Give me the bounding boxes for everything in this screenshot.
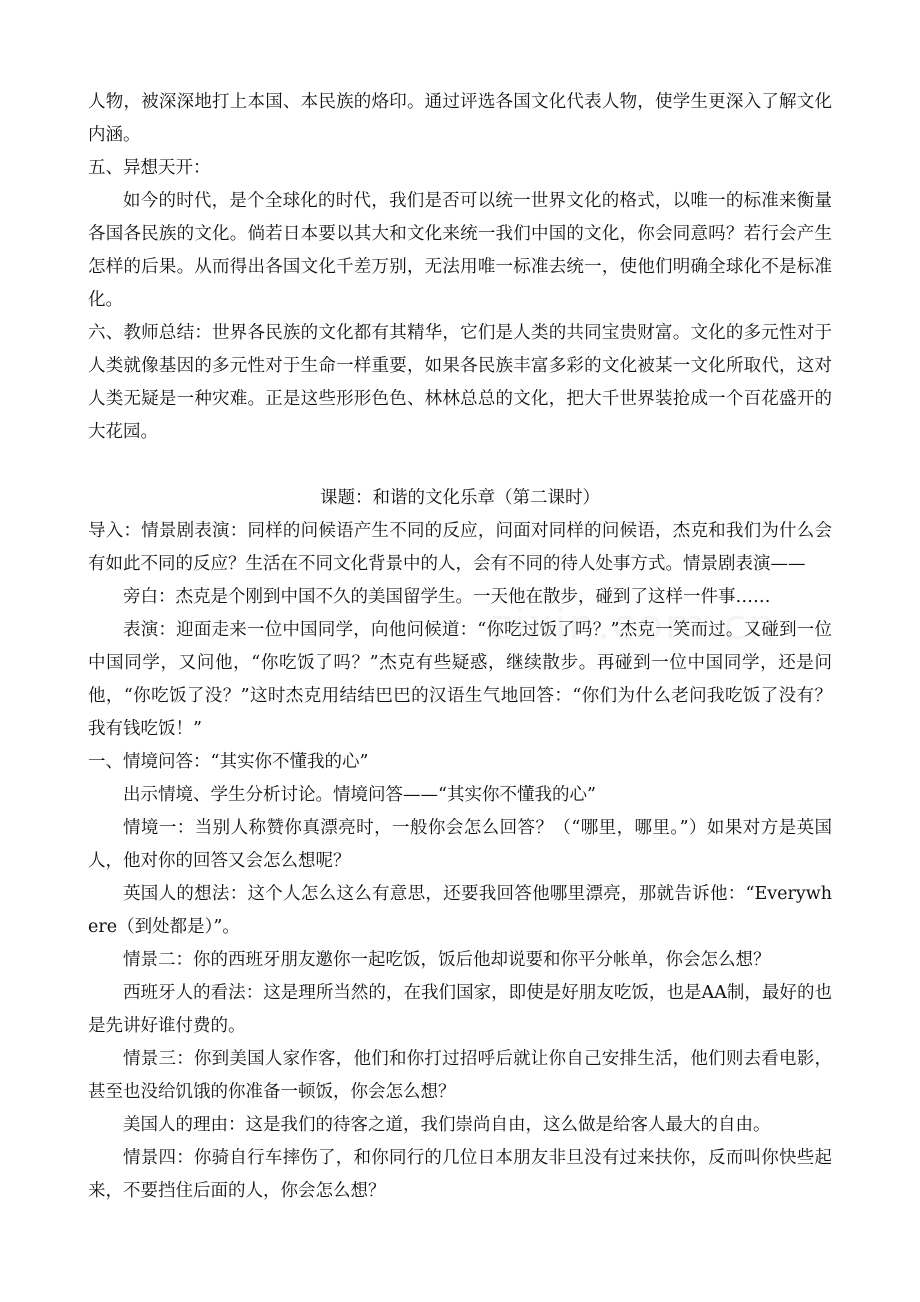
paragraph: 英国人的想法：这个人怎么这么有意思，还要我回答他哪里漂亮，那就告诉他：“Everywhere（到处都是）”。: [88, 884, 832, 937]
paragraph: 旁白：杰克是个刚到中国不久的美国留学生。一天他在散步，碰到了这样一件事……: [123, 587, 771, 607]
section-lesson: [88, 515, 832, 1208]
section-top: [88, 86, 832, 449]
paragraph: 西班牙人的看法：这是理所当然的，在我们国家，即使是好朋友吃饭，也是AA制，最好的也是先讲好谁付费的。: [88, 983, 832, 1036]
paragraph: 表演：迎面走来一位中国同学，向他问候道：“你吃过饭了吗？”杰克一笑而过。又碰到一位中国同学，又问他，“你吃饭了吗？”杰克有些疑惑，继续散步。再碰到一位中国同学，还是问他，“你吃饭了没？”这时杰克用结结巴巴的汉语生气地回答：“你们为什么老问我吃饭了没有？我有钱吃饭！”: [88, 620, 832, 739]
paragraph: 五、异想天开：: [88, 158, 211, 178]
paragraph: 情景四：你骑自行车摔伤了，和你同行的几位日本朋友非旦没有过来扶你，反而叫你快些起来，不要挡住后面的人，你会怎么想？: [88, 1148, 832, 1201]
paragraph: 六、教师总结：世界各民族的文化都有其精华，它们是人类的共同宝贵财富。文化的多元性对于人类就像基因的多元性对于生命一样重要，如果各民族丰富多彩的文化被某一文化所取代，这对人类无疑是一种灾难。正是这些形形色色、林林总总的文化，把大千世界装抢成一个百花盛开的大花园。: [88, 323, 832, 442]
paragraph: 情景三：你到美国人家作客，他们和你打过招呼后就让你自己安排生活，他们则去看电影，甚至也没给饥饿的你准备一顿饭，你会怎么想？: [88, 1049, 832, 1102]
paragraph: 情景二：你的西班牙朋友邀你一起吃饭，饭后他却说要和你平分帐单，你会怎么想？: [123, 950, 771, 970]
paragraph: 情境一：当别人称赞你真漂亮时，一般你会怎么回答？（“哪里，哪里。”）如果对方是英国人，他对你的回答又会怎么想呢？: [88, 818, 832, 871]
paragraph: 美国人的理由：这是我们的待客之道，我们崇尚自由，这么做是给客人最大的自由。: [123, 1115, 771, 1135]
paragraph: 一、情境问答：“其实你不懂我的心”: [88, 752, 369, 772]
paragraph: 导入：情景剧表演：同样的问候语产生不同的反应，问面对同样的问候语，杰克和我们为什么会有如此不同的反应？生活在不同文化背景中的人，会有不同的待人处事方式。情景剧表演——: [88, 521, 832, 574]
paragraph: 如今的时代，是个全球化的时代，我们是否可以统一世界文化的格式，以唯一的标准来衡量各国各民族的文化。倘若日本要以其大和文化来统一我们中国的文化，你会同意吗？若行会产生怎样的后果。从而得出各国文化千差万别，无法用唯一标准去统一，使他们明确全球化不是标准化。: [88, 191, 832, 310]
paragraph: 人物，被深深地打上本国、本民族的烙印。通过评选各国文化代表人物，使学生更深入了解文化内涵。: [88, 92, 832, 145]
blank-line: [88, 449, 832, 482]
lesson-title: 课题：和谐的文化乐章（第二课时）: [320, 488, 600, 508]
paragraph: 出示情境、学生分析讨论。情境问答——“其实你不懂我的心”: [123, 785, 596, 805]
